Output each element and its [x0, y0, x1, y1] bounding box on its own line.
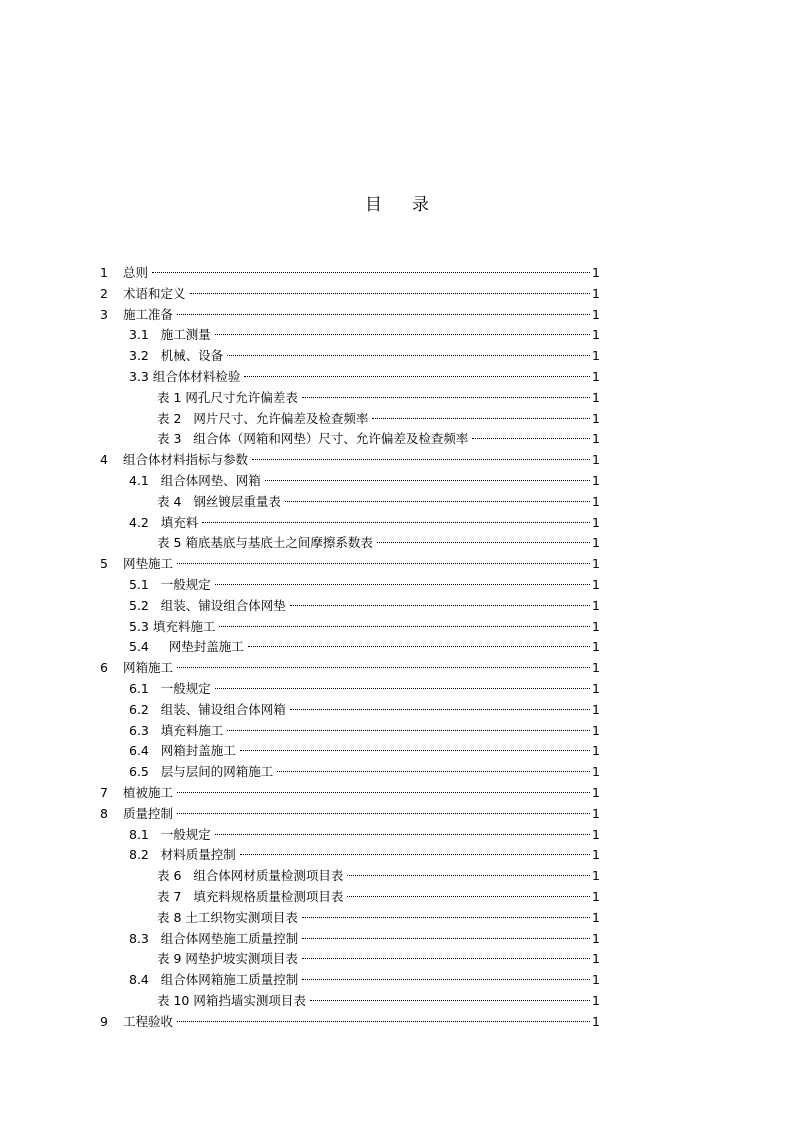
toc-entry[interactable]: [100, 284, 600, 305]
toc-entry-content: [129, 845, 600, 866]
title-char-1: 目: [365, 195, 382, 215]
toc-entry[interactable]: [100, 721, 600, 742]
toc-entry-content: [157, 409, 600, 430]
toc-entry-content: [129, 970, 600, 991]
toc-dot-leader: [248, 646, 590, 647]
toc-dot-leader: [240, 854, 590, 855]
toc-entry-page-number: 1: [592, 1012, 600, 1033]
toc-entry-content: [129, 741, 600, 762]
toc-dot-leader: [302, 958, 590, 959]
toc-entry-label: 表 2 网片尺寸、允许偏差及检查频率: [157, 409, 370, 430]
toc-entry[interactable]: [100, 908, 600, 929]
toc-entry-page-number: 1: [592, 533, 600, 554]
toc-entry-number: 7: [100, 784, 108, 800]
toc-dot-leader: [177, 1021, 590, 1022]
toc-entry[interactable]: [100, 596, 600, 617]
toc-entry-label: 表 4 钢丝镀层重量表: [157, 492, 283, 513]
toc-dot-leader: [290, 709, 590, 710]
toc-entry-label: 8.4 组合体网箱施工质量控制: [129, 970, 300, 991]
toc-entry[interactable]: [100, 887, 600, 908]
toc-dot-leader: [347, 875, 590, 876]
toc-dot-leader: [265, 480, 590, 481]
toc-dot-leader: [177, 813, 590, 814]
toc-entry-page-number: 1: [592, 908, 600, 929]
toc-entry-content: [129, 513, 600, 534]
toc-entry-label: 3.3 组合体材料检验: [129, 367, 242, 388]
toc-entry-label: 表 7 填充料规格质量检测项目表: [157, 887, 345, 908]
toc-entry-label: 8.3 组合体网垫施工质量控制: [129, 929, 300, 950]
toc-entry-page-number: 1: [592, 804, 600, 825]
toc-entry-content: [157, 908, 600, 929]
toc-entry-content: [157, 949, 600, 970]
toc-entry-content: [129, 367, 600, 388]
toc-entry-content: [157, 388, 600, 409]
toc-dot-leader: [290, 605, 590, 606]
page-title: [0, 190, 794, 215]
toc-entry-content: [123, 804, 600, 825]
toc-entry-page-number: 1: [592, 866, 600, 887]
toc-entry-label: 5.4 网垫封盖施工: [129, 637, 246, 658]
toc-entry-label: 5.1 一般规定: [129, 575, 213, 596]
toc-entry-content: [129, 700, 600, 721]
toc-entry-content: [157, 492, 600, 513]
toc-dot-leader: [472, 438, 590, 439]
toc-entry-label: 总则: [123, 263, 150, 284]
toc-entry-label: 3.1 施工测量: [129, 325, 213, 346]
toc-entry-content: [123, 450, 600, 471]
toc-entry[interactable]: [100, 804, 600, 825]
toc-entry[interactable]: [100, 471, 600, 492]
toc-entry-label: 术语和定义: [123, 284, 188, 305]
toc-entry-number: 3: [100, 306, 108, 322]
toc-entry-label: 表 9 网垫护坡实测项目表: [157, 949, 300, 970]
toc-entry-label: 4.2 填充料: [129, 513, 200, 534]
toc-entry-page-number: 1: [592, 429, 600, 450]
toc-dot-leader: [377, 542, 590, 543]
toc-dot-leader: [177, 563, 590, 564]
toc-entry[interactable]: [100, 679, 600, 700]
toc-entry-number: 9: [100, 1013, 108, 1029]
toc-entry[interactable]: [100, 762, 600, 783]
toc-entry-content: [123, 263, 600, 284]
toc-dot-leader: [252, 459, 590, 460]
toc-entry[interactable]: [100, 637, 600, 658]
toc-entry-page-number: 1: [592, 637, 600, 658]
toc-entry-page-number: 1: [592, 741, 600, 762]
toc-entry-page-number: 1: [592, 825, 600, 846]
toc-entry-content: [157, 866, 600, 887]
toc-entry-content: [129, 929, 600, 950]
toc-entry-label: 施工准备: [123, 305, 175, 326]
toc-dot-leader: [215, 688, 590, 689]
toc-entry[interactable]: [100, 346, 600, 367]
toc-entry-content: [129, 575, 600, 596]
toc-entry-number: 5: [100, 556, 108, 572]
toc-entry-page-number: 1: [592, 970, 600, 991]
toc-entry-content: [129, 471, 600, 492]
toc-entry[interactable]: [100, 575, 600, 596]
toc-entry-label: 6.5 层与层间的网箱施工: [129, 762, 275, 783]
toc-entry[interactable]: [100, 617, 600, 638]
toc-entry-label: 表 1 网孔尺寸允许偏差表: [157, 388, 300, 409]
toc-entry-page-number: 1: [592, 575, 600, 596]
toc-dot-leader: [302, 397, 590, 398]
toc-entry[interactable]: [100, 741, 600, 762]
toc-dot-leader: [177, 314, 590, 315]
toc-entry-label: 表 5 箱底基底与基底土之间摩擦系数表: [157, 533, 375, 554]
toc-entry-content: [123, 658, 600, 679]
toc-dot-leader: [244, 376, 590, 377]
toc-entry-content: [123, 1012, 600, 1033]
toc-entry-page-number: 1: [592, 367, 600, 388]
toc-entry-page-number: 1: [592, 346, 600, 367]
toc-entry[interactable]: [100, 866, 600, 887]
toc-entry-page-number: 1: [592, 325, 600, 346]
toc-entry-content: [157, 991, 600, 1012]
toc-entry-label: 表 10 网箱挡墙实测项目表: [157, 991, 308, 1012]
toc-entry-content: [129, 762, 600, 783]
toc-entry-content: [129, 679, 600, 700]
toc-dot-leader: [240, 750, 590, 751]
toc-entry-label: 3.2 机械、设备: [129, 346, 225, 367]
toc-dot-leader: [310, 1000, 590, 1001]
toc-entry[interactable]: [100, 533, 600, 554]
toc-entry-page-number: 1: [592, 887, 600, 908]
toc-entry-label: 6.2 组装、铺设组合体网箱: [129, 700, 288, 721]
toc-entry-content: [123, 554, 600, 575]
toc-entry[interactable]: [100, 492, 600, 513]
toc-entry-page-number: 1: [592, 679, 600, 700]
toc-entry-label: 4.1 组合体网垫、网箱: [129, 471, 263, 492]
toc-dot-leader: [219, 626, 590, 627]
toc-entry-page-number: 1: [592, 617, 600, 638]
toc-dot-leader: [302, 979, 590, 980]
toc-dot-leader: [177, 667, 590, 668]
toc-entry-label: 6.4 网箱封盖施工: [129, 741, 238, 762]
toc-entry-label: 质量控制: [123, 804, 175, 825]
toc-entry-page-number: 1: [592, 596, 600, 617]
toc-entry-page-number: 1: [592, 721, 600, 742]
toc-entry-label: 8.2 材料质量控制: [129, 845, 238, 866]
toc-entry-content: [129, 325, 600, 346]
toc-entry-page-number: 1: [592, 492, 600, 513]
toc-entry-content: [157, 887, 600, 908]
toc-entry-page-number: 1: [592, 554, 600, 575]
toc-entry[interactable]: [100, 970, 600, 991]
toc-dot-leader: [177, 792, 590, 793]
toc-entry-number: 6: [100, 660, 108, 676]
toc-entry-label: 表 8 土工织物实测项目表: [157, 908, 300, 929]
toc-entry-number: 1: [100, 265, 108, 280]
toc-entry[interactable]: [100, 325, 600, 346]
toc-entry-page-number: 1: [592, 471, 600, 492]
toc-entry-label: 工程验收: [123, 1012, 175, 1033]
toc-dot-leader: [227, 730, 590, 731]
toc-entry-page-number: 1: [592, 305, 600, 326]
toc-dot-leader: [302, 938, 590, 939]
toc-entry-label: 6.1 一般规定: [129, 679, 213, 700]
toc-dot-leader: [302, 917, 590, 918]
toc-dot-leader: [347, 896, 590, 897]
toc-entry-page-number: 1: [592, 284, 600, 305]
toc-entry[interactable]: [100, 825, 600, 846]
toc-entry-content: [129, 596, 600, 617]
toc-entry-content: [123, 305, 600, 326]
toc-dot-leader: [215, 334, 590, 335]
toc-dot-leader: [215, 834, 590, 835]
toc-entry-content: [123, 284, 600, 305]
toc-entry-label: 植被施工: [123, 783, 175, 804]
toc-entry[interactable]: [100, 367, 600, 388]
toc-entry-page-number: 1: [592, 409, 600, 430]
table-of-contents: [100, 263, 600, 1032]
toc-entry[interactable]: [100, 991, 600, 1012]
toc-entry-page-number: 1: [592, 513, 600, 534]
toc-entry-page-number: 1: [592, 783, 600, 804]
toc-dot-leader: [215, 584, 590, 585]
toc-entry[interactable]: [100, 263, 600, 284]
toc-entry-number: 4: [100, 452, 108, 468]
toc-entry[interactable]: [100, 949, 600, 970]
toc-entry-content: [129, 617, 600, 638]
toc-entry-page-number: 1: [592, 388, 600, 409]
toc-entry[interactable]: [100, 658, 600, 679]
toc-entry[interactable]: [100, 409, 600, 430]
toc-entry-content: [129, 721, 600, 742]
toc-entry[interactable]: [100, 554, 600, 575]
toc-entry-number: 2: [100, 285, 108, 301]
toc-entry[interactable]: [100, 305, 600, 326]
toc-dot-leader: [152, 272, 590, 273]
toc-entry[interactable]: [100, 513, 600, 534]
toc-entry-page-number: 1: [592, 762, 600, 783]
toc-entry-label: 5.2 组装、铺设组合体网垫: [129, 596, 288, 617]
toc-entry-label: 5.3 填充料施工: [129, 617, 217, 638]
toc-entry[interactable]: [100, 429, 600, 450]
toc-dot-leader: [190, 293, 590, 294]
toc-entry-label: 网垫施工: [123, 554, 175, 575]
toc-entry-content: [157, 429, 600, 450]
toc-entry-label: 6.3 填充料施工: [129, 721, 225, 742]
toc-entry-page-number: 1: [592, 700, 600, 721]
toc-entry[interactable]: [100, 929, 600, 950]
toc-dot-leader: [372, 418, 590, 419]
toc-dot-leader: [227, 355, 590, 356]
toc-entry-page-number: 1: [592, 991, 600, 1012]
toc-dot-leader: [202, 522, 590, 523]
toc-entry-label: 表 3 组合体（网箱和网垫）尺寸、允许偏差及检查频率: [157, 429, 470, 450]
toc-entry-content: [157, 533, 600, 554]
toc-entry-page-number: 1: [592, 263, 600, 284]
toc-entry-content: [129, 637, 600, 658]
title-char-2: 录: [412, 195, 429, 215]
toc-entry-label: 表 6 组合体网材质量检测项目表: [157, 866, 345, 887]
toc-entry[interactable]: [100, 783, 600, 804]
toc-entry[interactable]: [100, 700, 600, 721]
toc-entry-number: 8: [100, 805, 108, 821]
toc-entry[interactable]: [100, 1012, 600, 1033]
toc-entry[interactable]: [100, 388, 600, 409]
toc-entry-content: [123, 783, 600, 804]
toc-entry-page-number: 1: [592, 949, 600, 970]
toc-dot-leader: [277, 771, 590, 772]
toc-entry-page-number: 1: [592, 450, 600, 471]
toc-entry[interactable]: [100, 845, 600, 866]
toc-entry-page-number: 1: [592, 845, 600, 866]
toc-dot-leader: [285, 501, 590, 502]
toc-entry-content: [129, 825, 600, 846]
toc-entry-page-number: 1: [592, 658, 600, 679]
toc-entry-label: 8.1 一般规定: [129, 825, 213, 846]
toc-entry-page-number: 1: [592, 929, 600, 950]
toc-entry-content: [129, 346, 600, 367]
toc-entry-label: 网箱施工: [123, 658, 175, 679]
toc-entry-label: 组合体材料指标与参数: [123, 450, 250, 471]
toc-entry[interactable]: [100, 450, 600, 471]
